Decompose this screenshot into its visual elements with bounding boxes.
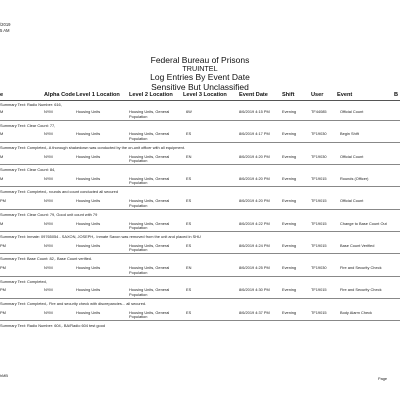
summary-text: Summary Text: Inmate: 09765054 - SAXON, JOSEPH,. Inmate Saxon was removed from the unit and placed in SHU — [0, 234, 201, 239]
cell-c0: M — [0, 175, 4, 181]
print-date: /2019 — [0, 22, 11, 27]
cell-level2: Housing Units, General Population — [129, 242, 170, 253]
cell-c0: PM — [0, 287, 6, 293]
row-rule — [0, 320, 400, 321]
row-rule — [0, 142, 400, 143]
cell-level3: ES — [186, 131, 192, 137]
cell-shift: Evening — [282, 287, 297, 293]
cell-level3: ES — [186, 198, 192, 204]
cell-event: Rounds (Officer) — [340, 175, 369, 181]
cell-level1: Housing Units — [76, 265, 101, 271]
row-rule — [0, 186, 400, 187]
row-rule — [0, 209, 400, 210]
cell-alpha: NYM — [44, 153, 53, 159]
cell-level3: 6W — [186, 109, 192, 114]
column-header-event: Event — [337, 92, 353, 98]
column-header-level3: Level 3 Location — [183, 92, 227, 98]
cell-date: 8/6/2019 4:20 PM — [239, 153, 270, 159]
cell-level3: ES — [186, 242, 192, 248]
cell-c0: M — [0, 131, 4, 137]
cell-level1: Housing Units — [76, 242, 101, 248]
summary-text: Summary Text: Completed, — [0, 278, 47, 284]
summary-text: Summary Text: Completed,. A thorough shakedown was conducted by the on-unit officer with all equipment. — [0, 144, 185, 150]
cell-level1: Housing Units — [76, 220, 101, 226]
cell-alpha: NYM — [44, 198, 53, 204]
cell-level2: Housing Units, General Population — [129, 109, 170, 119]
cell-event: Base Count Verified — [340, 242, 375, 248]
cell-shift: Evening — [282, 220, 297, 226]
cell-c0: M — [0, 153, 4, 159]
column-header-event-date: Event Date — [239, 92, 268, 98]
report-title: Log Entries By Event Date — [150, 72, 250, 82]
column-header-c0: e — [0, 92, 4, 98]
row-rule — [0, 120, 400, 121]
cell-shift: Evening — [282, 265, 297, 271]
cell-level2: Housing Units, General Population — [129, 198, 170, 208]
cell-shift: Evening — [282, 309, 297, 315]
cell-c0: PM — [0, 265, 6, 271]
cell-event: Official Count — [340, 153, 364, 159]
cell-user: TF19030 — [311, 153, 327, 159]
row-rule — [0, 298, 400, 299]
cell-user: TF19015 — [311, 175, 327, 181]
cell-event: Official Count — [340, 109, 364, 114]
summary-text: Summary Text: Completed,. Fire and security check with discrepancies... all secured. — [0, 300, 147, 306]
cell-level3: ES — [186, 309, 192, 315]
footer-page: Page — [378, 376, 388, 381]
cell-level1: Housing Units — [76, 287, 101, 293]
cell-c0: PM — [0, 198, 6, 204]
cell-alpha: NYM — [44, 287, 53, 293]
print-time: 5 AM — [0, 28, 10, 33]
cell-user: TF19030 — [311, 265, 327, 271]
summary-text: Summary Text: Radio Number: 616, — [0, 101, 62, 107]
summary-text: Summary Text: Clear Count: 84, — [0, 167, 56, 173]
cell-shift: Evening — [282, 175, 297, 181]
cell-user: TF19015 — [311, 287, 327, 293]
cell-level2: Housing Units, General Population — [129, 153, 170, 164]
summary-text: Summary Text: Clear Count: 79, Good unit count with 79 — [0, 211, 98, 217]
cell-event: Fire and Security Check — [340, 287, 382, 293]
column-header-level1: Level 1 Location — [76, 92, 120, 98]
row-rule — [0, 164, 400, 165]
cell-shift: Evening — [282, 109, 297, 114]
cell-user: TF19015 — [311, 198, 327, 204]
cell-level3: EN — [186, 265, 192, 271]
cell-shift: Evening — [282, 198, 297, 204]
cell-level2: Housing Units, General Population — [129, 220, 170, 231]
cell-date: 8/6/2019 4:17 PM — [239, 131, 270, 137]
column-header-alpha-code: Alpha Code — [44, 92, 76, 98]
cell-date: 8/6/2019 4:22 PM — [239, 220, 270, 226]
classification-label: Sensitive But Unclassified — [151, 82, 249, 92]
footer-left: hMB — [0, 373, 8, 378]
cell-level1: Housing Units — [76, 153, 101, 159]
cell-level2: Housing Units, General Population — [129, 309, 170, 320]
agency-name: Federal Bureau of Prisons — [150, 55, 250, 65]
cell-date: 8/6/2019 4:37 PM — [239, 309, 270, 315]
cell-alpha: NYM — [44, 220, 53, 226]
cell-date: 8/6/2019 4:30 PM — [239, 287, 270, 293]
row-rule — [0, 253, 400, 254]
row-rule — [0, 231, 400, 232]
cell-level2: Housing Units, General Population — [129, 175, 170, 186]
cell-c0: PM — [0, 309, 6, 315]
cell-c0: PM — [0, 242, 6, 248]
cell-shift: Evening — [282, 153, 297, 159]
summary-text: Summary Text: Clear Count: 77, — [0, 122, 56, 128]
cell-alpha: NYM — [44, 109, 53, 114]
column-header-shift: Shift — [282, 92, 295, 98]
column-header-last: B — [394, 92, 399, 98]
cell-level2: Housing Units, General Population — [129, 265, 170, 275]
cell-level2: Housing Units, General Population — [129, 131, 170, 141]
cell-level3: ES — [186, 220, 192, 226]
cell-level2: Housing Units, General Population — [129, 287, 170, 297]
system-name: TRUINTEL — [182, 64, 218, 73]
cell-event: Official Count — [340, 198, 364, 204]
column-header-user: User — [311, 92, 324, 98]
cell-event: Change to Base Count Out — [340, 220, 387, 226]
cell-user: TF19030 — [311, 131, 327, 137]
cell-c0: M — [0, 109, 4, 114]
cell-event: Fire and Security Check — [340, 265, 382, 271]
cell-level3: ES — [186, 287, 192, 293]
cell-date: 8/6/2019 4:15 PM — [239, 109, 270, 114]
summary-text: Summary Text: Radio Number: 604,. BA/Radio 604 test good — [0, 323, 106, 329]
cell-shift: Evening — [282, 131, 297, 137]
cell-event: Begin Shift — [340, 131, 359, 137]
cell-c0: M — [0, 220, 4, 226]
cell-user: TF19015 — [311, 220, 327, 226]
cell-alpha: NYM — [44, 242, 53, 248]
cell-level1: Housing Units — [76, 109, 101, 114]
cell-level1: Housing Units — [76, 175, 101, 181]
cell-level1: Housing Units — [76, 309, 101, 315]
cell-level3: EN — [186, 153, 192, 159]
cell-alpha: NYM — [44, 131, 53, 137]
summary-text: Summary Text: Base Count: 82,. Base Count verified. — [0, 256, 93, 262]
cell-user: TF19015 — [311, 242, 327, 248]
cell-user: TF19015 — [311, 309, 327, 315]
cell-event: Body Alarm Check — [340, 309, 373, 315]
cell-level1: Housing Units — [76, 131, 101, 137]
cell-alpha: NYM — [44, 175, 53, 181]
cell-level3: ES — [186, 175, 192, 181]
cell-alpha: NYM — [44, 265, 53, 271]
cell-date: 8/6/2019 4:24 PM — [239, 242, 270, 248]
cell-date: 8/6/2019 4:20 PM — [239, 175, 270, 181]
cell-date: 8/6/2019 4:25 PM — [239, 265, 270, 271]
cell-date: 8/6/2019 4:20 PM — [239, 198, 270, 204]
header-rule — [0, 100, 400, 101]
cell-alpha: NYM — [44, 309, 53, 315]
summary-text: Summary Text: Completed,. rounds and count conducted all secured — [0, 189, 119, 195]
cell-level1: Housing Units — [76, 198, 101, 204]
cell-user: TF44085 — [311, 109, 327, 114]
cell-shift: Evening — [282, 242, 297, 248]
column-header-level2: Level 2 Location — [129, 92, 173, 98]
row-rule — [0, 276, 400, 277]
